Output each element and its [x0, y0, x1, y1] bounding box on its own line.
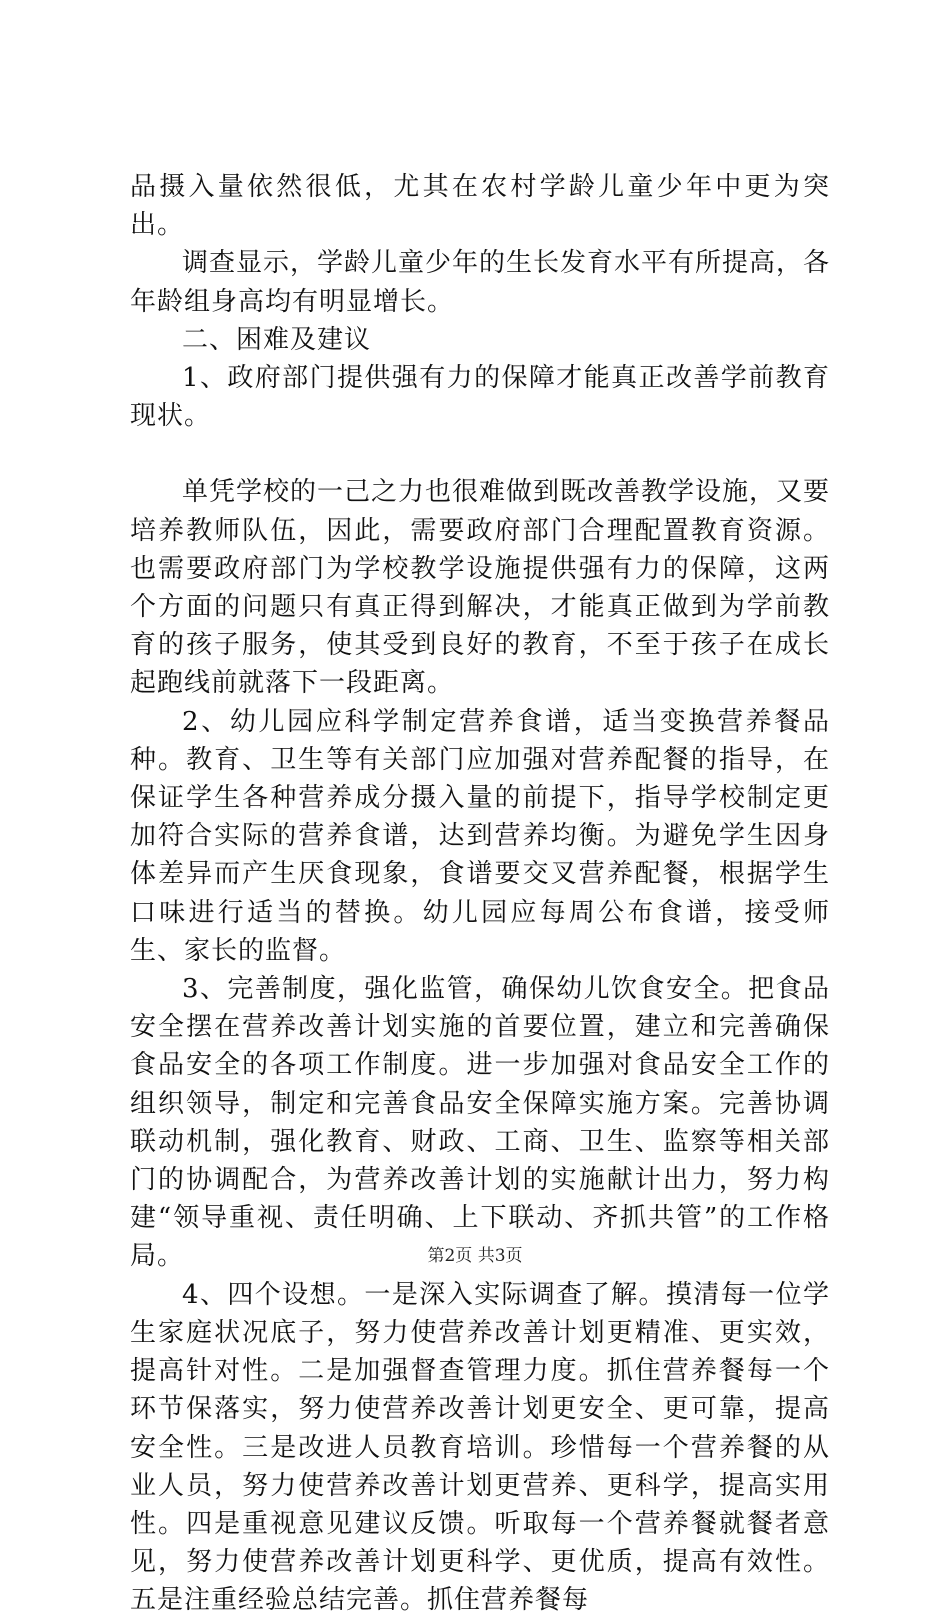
paragraph-item-1-heading: 1、政府部门提供强有力的保障才能真正改善学前教育现状。 — [130, 363, 830, 432]
document-body — [130, 168, 830, 1620]
section-heading: 二、困难及建议 — [182, 324, 372, 355]
paragraph-item-4: 4、四个设想。一是深入实际调查了解。摸清每一位学生家庭状况底子，努力使营养改善计划更精准、更实效，提高针对性。二是加强督查管理力度。抓住营养餐每一个环节保落实，努力使营养改善计划更安全、更可靠，提高安全性。三是改进人员教育培训。珍惜每一个营养餐的从业人员，努力使营养改善计划更营养、更科学，提高实用性。四是重视意见建议反馈。听取每一个营养餐就餐者意见，努力使营养改善计划更科学、更优质，提高有效性。五是注重经验总结完善。抓住营养餐每 — [130, 1279, 830, 1616]
paragraph-item-2: 2、幼儿园应科学制定营养食谱，适当变换营养餐品种。教育、卫生等有关部门应加强对营养配餐的指导，在保证学生各种营养成分摄入量的前提下，指导学校制定更加符合实际的营养食谱，达到营养均衡。为避免学生因身体差异而产生厌食现象，食谱要交叉营养配餐，根据学生口味进行适当的替换。幼儿园应每周公布食谱，接受师生、家长的监督。 — [130, 706, 830, 966]
page-footer — [0, 1245, 950, 1267]
paragraph-continuation: 品摄入量依然很低，尤其在农村学龄儿童少年中更为突出。 — [130, 172, 830, 241]
paragraph-survey: 调查显示，学龄儿童少年的生长发育水平有所提高，各年龄组身高均有明显增长。 — [130, 248, 831, 317]
page-total: 共3页 — [477, 1246, 523, 1266]
paragraph-item-1-body: 单凭学校的一己之力也很难做到既改善教学设施，又要培养教师队伍，因此，需要政府部门合理配置教育资源。也需要政府部门为学校教学设施提供强有力的保障，这两个方面的问题只有真正得到解决，才能真正做到为学前教育的孩子服务，使其受到良好的教育，不至于孩子在成长起跑线前就落下一段距离。 — [130, 477, 831, 699]
paragraph-item-3: 3、完善制度，强化监管，确保幼儿饮食安全。把食品安全摆在营养改善计划实施的首要位置，建立和完善确保食品安全的各项工作制度。进一步加强对食品安全工作的组织领导，制定和完善食品安全保障实施方案。完善协调联动机制，强化教育、财政、工商、卫生、监察等相关部门的协调配合，为营养改善计划的实施献计出力，努力构建“领导重视、责任明确、上下联动、齐抓共管”的工作格局。 — [130, 974, 830, 1272]
page-number: 第2页 — [427, 1246, 473, 1266]
